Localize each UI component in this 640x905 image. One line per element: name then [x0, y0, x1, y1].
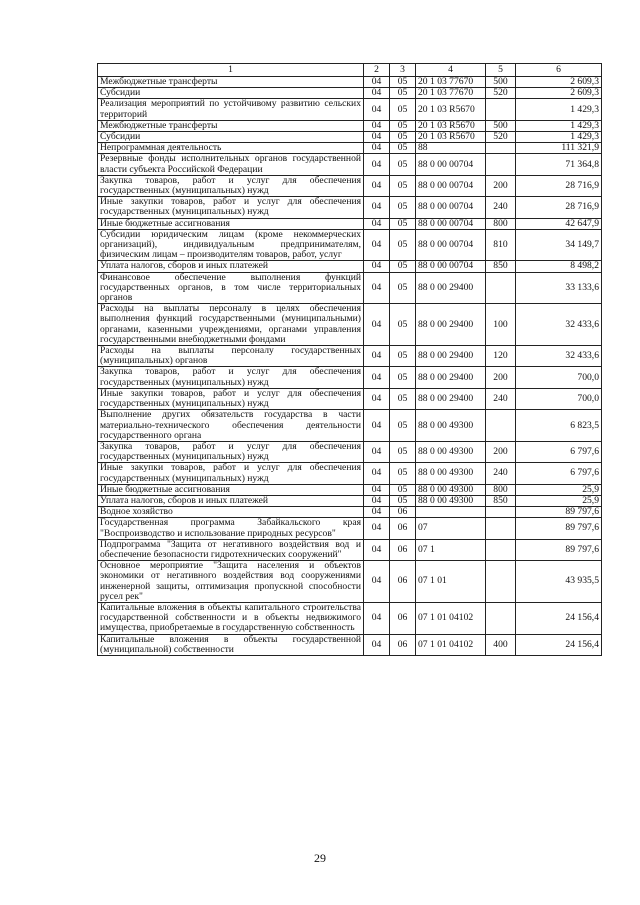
- target-article-cell: 88 0 00 29400: [416, 272, 486, 304]
- section-code-cell: 04: [364, 120, 390, 131]
- row-name-cell: Водное хозяйство: [98, 507, 364, 518]
- table-row: [98, 539, 602, 560]
- expense-type-cell: 240: [486, 197, 516, 218]
- table-body: [98, 77, 602, 656]
- row-name-cell: Межбюджетные трансферты: [98, 120, 364, 131]
- header-cell: 4: [416, 64, 486, 77]
- table-row: [98, 507, 602, 518]
- table-row: [98, 304, 602, 346]
- section-code-cell: 04: [364, 272, 390, 304]
- amount-cell: 42 647,9: [516, 218, 602, 229]
- row-name-cell: Закупка товаров, работ и услуг для обеспечения государственных (муниципальных) нужд: [98, 175, 364, 196]
- subsection-code-cell: 05: [390, 367, 416, 388]
- table-row: [98, 367, 602, 388]
- budget-table: [97, 63, 602, 656]
- section-code-cell: 04: [364, 388, 390, 409]
- row-name-cell: Реализация мероприятий по устойчивому развитию сельских территорий: [98, 99, 364, 120]
- subsection-code-cell: 06: [390, 634, 416, 655]
- amount-cell: 700,0: [516, 367, 602, 388]
- target-article-cell: 88 0 00 00704: [416, 229, 486, 261]
- expense-type-cell: 200: [486, 441, 516, 462]
- table-row: [98, 175, 602, 196]
- section-code-cell: 04: [364, 175, 390, 196]
- target-article-cell: 88 0 00 00704: [416, 261, 486, 272]
- row-name-cell: Иные закупки товаров, работ и услуг для обеспечения государственных (муниципальных) нужд: [98, 388, 364, 409]
- expense-type-cell: 850: [486, 495, 516, 506]
- amount-cell: 32 433,6: [516, 346, 602, 367]
- row-name-cell: Иные бюджетные ассигнования: [98, 484, 364, 495]
- amount-cell: 34 149,7: [516, 229, 602, 261]
- table-row: [98, 561, 602, 603]
- expense-type-cell: 500: [486, 77, 516, 88]
- expense-type-cell: 120: [486, 346, 516, 367]
- section-code-cell: 04: [364, 441, 390, 462]
- target-article-cell: 88: [416, 143, 486, 154]
- expense-type-cell: 240: [486, 463, 516, 484]
- subsection-code-cell: 05: [390, 175, 416, 196]
- row-name-cell: Закупка товаров, работ и услуг для обеспечения государственных (муниципальных) нужд: [98, 367, 364, 388]
- row-name-cell: Субсидии юридическим лицам (кроме некоммерческих организаций), индивидуальным предпринимателям, физическим лицам – производителям товаров, работ, услуг: [98, 229, 364, 261]
- page-number: 29: [314, 851, 326, 865]
- amount-cell: 2 609,3: [516, 77, 602, 88]
- target-article-cell: 20 1 03 77670: [416, 88, 486, 99]
- table-row: [98, 154, 602, 175]
- amount-cell: 71 364,8: [516, 154, 602, 175]
- row-name-cell: Расходы на выплаты персоналу в целях обеспечения выполнения функций государственными (муниципальными) органами, казенными учреждениями, органами управления государственными внебюджетными фондами: [98, 304, 364, 346]
- amount-cell: 1 429,3: [516, 99, 602, 120]
- target-article-cell: 88 0 00 49300: [416, 495, 486, 506]
- section-code-cell: 04: [364, 463, 390, 484]
- section-code-cell: 04: [364, 77, 390, 88]
- target-article-cell: 88 0 00 49300: [416, 441, 486, 462]
- amount-cell: 43 935,5: [516, 561, 602, 603]
- table-row: [98, 484, 602, 495]
- section-code-cell: 04: [364, 229, 390, 261]
- row-name-cell: Резервные фонды исполнительных органов государственной власти субъекта Российской Федерации: [98, 154, 364, 175]
- amount-cell: 89 797,6: [516, 518, 602, 539]
- table-row: [98, 197, 602, 218]
- subsection-code-cell: 06: [390, 518, 416, 539]
- subsection-code-cell: 05: [390, 132, 416, 143]
- table-row: [98, 261, 602, 272]
- table-row: [98, 229, 602, 261]
- expense-type-cell: [486, 410, 516, 442]
- row-name-cell: Подпрограмма "Защита от негативного воздействия вод и обеспечение безопасности гидротехнических сооружений": [98, 539, 364, 560]
- table-row: [98, 463, 602, 484]
- row-name-cell: Субсидии: [98, 132, 364, 143]
- amount-cell: 700,0: [516, 388, 602, 409]
- row-name-cell: Субсидии: [98, 88, 364, 99]
- subsection-code-cell: 05: [390, 495, 416, 506]
- subsection-code-cell: 05: [390, 154, 416, 175]
- amount-cell: 6 797,6: [516, 463, 602, 484]
- amount-cell: 24 156,4: [516, 634, 602, 655]
- section-code-cell: 04: [364, 154, 390, 175]
- subsection-code-cell: 06: [390, 539, 416, 560]
- section-code-cell: 04: [364, 507, 390, 518]
- target-article-cell: 07 1: [416, 539, 486, 560]
- subsection-code-cell: 06: [390, 602, 416, 634]
- target-article-cell: 88 0 00 29400: [416, 346, 486, 367]
- expense-type-cell: [486, 561, 516, 603]
- target-article-cell: 07 1 01 04102: [416, 602, 486, 634]
- row-name-cell: Расходы на выплаты персоналу государственных (муниципальных) органов: [98, 346, 364, 367]
- amount-cell: 25,9: [516, 495, 602, 506]
- target-article-cell: 07 1 01: [416, 561, 486, 603]
- row-name-cell: Выполнение других обязательств государства в части материально-технического обеспечения деятельности государственного органа: [98, 410, 364, 442]
- target-article-cell: 88 0 00 00704: [416, 175, 486, 196]
- subsection-code-cell: 05: [390, 410, 416, 442]
- subsection-code-cell: 05: [390, 77, 416, 88]
- table-header: [98, 64, 602, 77]
- amount-cell: 89 797,6: [516, 539, 602, 560]
- section-code-cell: 04: [364, 602, 390, 634]
- section-code-cell: 04: [364, 484, 390, 495]
- subsection-code-cell: 05: [390, 484, 416, 495]
- subsection-code-cell: 05: [390, 272, 416, 304]
- expense-type-cell: 800: [486, 484, 516, 495]
- amount-cell: 28 716,9: [516, 197, 602, 218]
- row-name-cell: Капитальные вложения в объекты капитального строительства государственной собственности и в объекты недвижимого имущества, приобретаемые в государственную собственность: [98, 602, 364, 634]
- target-article-cell: 20 1 03 R5670: [416, 120, 486, 131]
- row-name-cell: Государственная программа Забайкальского края "Воспроизводство и использование природных ресурсов": [98, 518, 364, 539]
- row-name-cell: Закупка товаров, работ и услуг для обеспечения государственных (муниципальных) нужд: [98, 441, 364, 462]
- table-row: [98, 218, 602, 229]
- amount-cell: 33 133,6: [516, 272, 602, 304]
- section-code-cell: 04: [364, 367, 390, 388]
- header-cell: 2: [364, 64, 390, 77]
- expense-type-cell: 500: [486, 120, 516, 131]
- amount-cell: 1 429,3: [516, 120, 602, 131]
- amount-cell: 1 429,3: [516, 132, 602, 143]
- amount-cell: 32 433,6: [516, 304, 602, 346]
- table-row: [98, 272, 602, 304]
- expense-type-cell: 400: [486, 634, 516, 655]
- amount-cell: 24 156,4: [516, 602, 602, 634]
- subsection-code-cell: 05: [390, 88, 416, 99]
- section-code-cell: 04: [364, 197, 390, 218]
- target-article-cell: 20 1 03 R5670: [416, 132, 486, 143]
- subsection-code-cell: 05: [390, 463, 416, 484]
- table-row: [98, 495, 602, 506]
- table-row: [98, 132, 602, 143]
- table-row: [98, 120, 602, 131]
- table-row: [98, 441, 602, 462]
- row-name-cell: Финансовое обеспечение выполнения функций государственных органов, в том числе территориальных органов: [98, 272, 364, 304]
- row-name-cell: Уплата налогов, сборов и иных платежей: [98, 495, 364, 506]
- expense-type-cell: [486, 154, 516, 175]
- header-cell: 3: [390, 64, 416, 77]
- subsection-code-cell: 05: [390, 261, 416, 272]
- table-row: [98, 518, 602, 539]
- amount-cell: 6 797,6: [516, 441, 602, 462]
- subsection-code-cell: 05: [390, 120, 416, 131]
- expense-type-cell: [486, 602, 516, 634]
- section-code-cell: 04: [364, 143, 390, 154]
- expense-type-cell: [486, 272, 516, 304]
- table-row: [98, 88, 602, 99]
- subsection-code-cell: 05: [390, 346, 416, 367]
- subsection-code-cell: 05: [390, 388, 416, 409]
- target-article-cell: 88 0 00 49300: [416, 463, 486, 484]
- expense-type-cell: 850: [486, 261, 516, 272]
- amount-cell: 89 797,6: [516, 507, 602, 518]
- row-name-cell: Иные бюджетные ассигнования: [98, 218, 364, 229]
- table-row: [98, 602, 602, 634]
- row-name-cell: Капитальные вложения в объекты государственной (муниципальной) собственности: [98, 634, 364, 655]
- table-row: [98, 410, 602, 442]
- target-article-cell: 88 0 00 00704: [416, 218, 486, 229]
- amount-cell: 2 609,3: [516, 88, 602, 99]
- section-code-cell: 04: [364, 346, 390, 367]
- target-article-cell: 07 1 01 04102: [416, 634, 486, 655]
- expense-type-cell: 200: [486, 367, 516, 388]
- target-article-cell: 88 0 00 00704: [416, 197, 486, 218]
- table-row: [98, 99, 602, 120]
- target-article-cell: 88 0 00 49300: [416, 484, 486, 495]
- subsection-code-cell: 05: [390, 143, 416, 154]
- target-article-cell: 07: [416, 518, 486, 539]
- table-row: [98, 77, 602, 88]
- row-name-cell: Основное мероприятие "Защита населения и объектов экономики от негативного воздействия вод сооружениями инженерной защиты, оптимизация пропускной способности русел рек": [98, 561, 364, 603]
- table-row: [98, 143, 602, 154]
- amount-cell: 6 823,5: [516, 410, 602, 442]
- subsection-code-cell: 05: [390, 218, 416, 229]
- section-code-cell: 04: [364, 88, 390, 99]
- row-name-cell: Иные закупки товаров, работ и услуг для обеспечения государственных (муниципальных) нужд: [98, 463, 364, 484]
- expense-type-cell: [486, 518, 516, 539]
- subsection-code-cell: 05: [390, 441, 416, 462]
- expense-type-cell: [486, 99, 516, 120]
- expense-type-cell: [486, 539, 516, 560]
- section-code-cell: 04: [364, 218, 390, 229]
- expense-type-cell: 520: [486, 132, 516, 143]
- table-row: [98, 634, 602, 655]
- section-code-cell: 04: [364, 304, 390, 346]
- table-row: [98, 388, 602, 409]
- header-cell: 1: [98, 64, 364, 77]
- subsection-code-cell: 05: [390, 197, 416, 218]
- expense-type-cell: 810: [486, 229, 516, 261]
- subsection-code-cell: 06: [390, 507, 416, 518]
- section-code-cell: 04: [364, 634, 390, 655]
- target-article-cell: 88 0 00 29400: [416, 304, 486, 346]
- section-code-cell: 04: [364, 261, 390, 272]
- section-code-cell: 04: [364, 132, 390, 143]
- section-code-cell: 04: [364, 410, 390, 442]
- target-article-cell: 88 0 00 29400: [416, 388, 486, 409]
- row-name-cell: Межбюджетные трансферты: [98, 77, 364, 88]
- subsection-code-cell: 05: [390, 304, 416, 346]
- section-code-cell: 04: [364, 99, 390, 120]
- section-code-cell: 04: [364, 518, 390, 539]
- row-name-cell: Иные закупки товаров, работ и услуг для обеспечения государственных (муниципальных) нужд: [98, 197, 364, 218]
- subsection-code-cell: 05: [390, 99, 416, 120]
- table-row: [98, 346, 602, 367]
- amount-cell: 8 498,2: [516, 261, 602, 272]
- section-code-cell: 04: [364, 561, 390, 603]
- subsection-code-cell: 06: [390, 561, 416, 603]
- amount-cell: 111 321,9: [516, 143, 602, 154]
- header-cell: 6: [516, 64, 602, 77]
- subsection-code-cell: 05: [390, 229, 416, 261]
- target-article-cell: 88 0 00 29400: [416, 367, 486, 388]
- expense-type-cell: 240: [486, 388, 516, 409]
- target-article-cell: [416, 507, 486, 518]
- expense-type-cell: [486, 143, 516, 154]
- expense-type-cell: 100: [486, 304, 516, 346]
- target-article-cell: 20 1 03 77670: [416, 77, 486, 88]
- header-row: [98, 64, 602, 77]
- expense-type-cell: [486, 507, 516, 518]
- amount-cell: 28 716,9: [516, 175, 602, 196]
- row-name-cell: Непрограммная деятельность: [98, 143, 364, 154]
- amount-cell: 25,9: [516, 484, 602, 495]
- section-code-cell: 04: [364, 539, 390, 560]
- row-name-cell: Уплата налогов, сборов и иных платежей: [98, 261, 364, 272]
- header-cell: 5: [486, 64, 516, 77]
- target-article-cell: 88 0 00 49300: [416, 410, 486, 442]
- target-article-cell: 20 1 03 R5670: [416, 99, 486, 120]
- target-article-cell: 88 0 00 00704: [416, 154, 486, 175]
- section-code-cell: 04: [364, 495, 390, 506]
- expense-type-cell: 800: [486, 218, 516, 229]
- expense-type-cell: 200: [486, 175, 516, 196]
- expense-type-cell: 520: [486, 88, 516, 99]
